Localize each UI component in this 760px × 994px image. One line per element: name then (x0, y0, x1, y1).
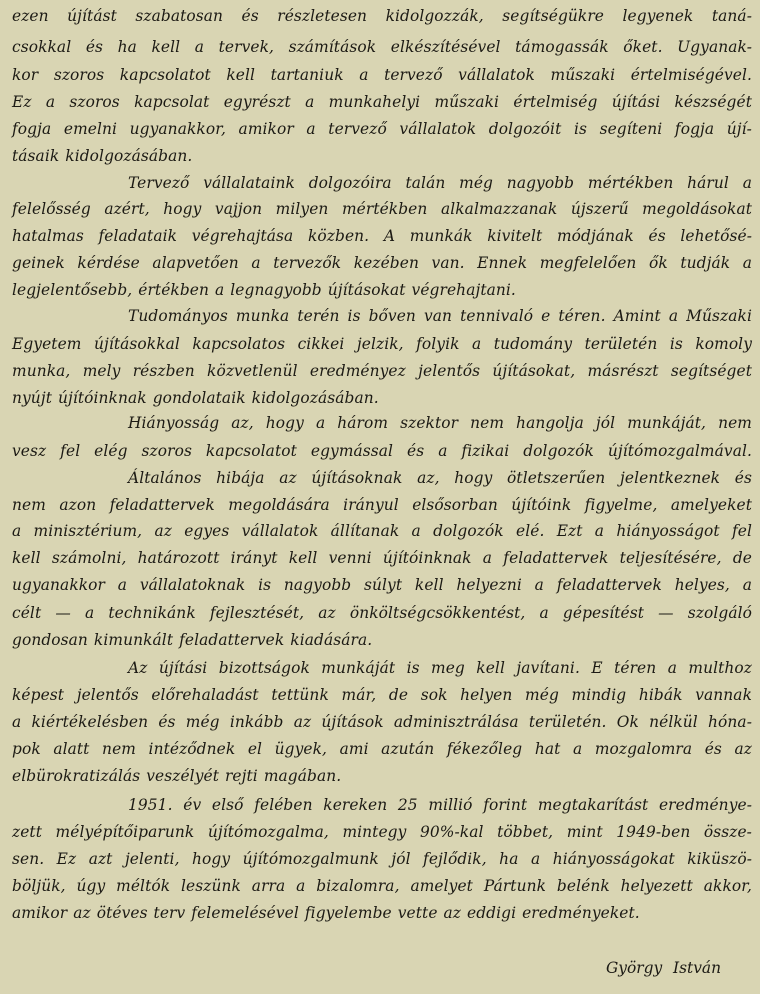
text-line: geinek kérdése alapvetően a tervezők kezében van. Ennek megfelelően ők tudják a (12, 254, 752, 272)
text-line: 1951. év első felében kereken 25 millió forint megtakarítást eredménye- (128, 796, 752, 814)
text-line: legjelentősebb, értékben a legnagyobb újításokat végrehajtani. (12, 281, 516, 299)
text-line: célt — a technikánk fejlesztését, az önköltségcsökkentést, a gépesítést — szolgáló (12, 604, 752, 622)
text-line: sen. Ez azt jelenti, hogy újítómozgalmunk jól fejlődik, ha a hiányosságokat kiküszö- (12, 850, 752, 868)
text-line: kell számolni, határozott irányt kell venni újítóinknak a feladattervek teljesítésére, de (12, 549, 752, 567)
text-line: Ez a szoros kapcsolat egyrészt a munkahelyi műszaki értelmiség újítási készségét (12, 93, 752, 111)
text-line: a kiértékelésben és még inkább az újítások adminisztrálása területén. Ok nélkül hóna- (12, 713, 752, 731)
text-line: Tudományos munka terén is bőven van tennivaló e téren. Amint a Műszaki (128, 307, 752, 325)
text-line: gondosan kimunkált feladattervek kiadására. (12, 631, 373, 649)
text-line: a minisztérium, az egyes vállalatok állítanak a dolgozók elé. Ezt a hiányosságot fel (12, 522, 752, 540)
text-line: Hiányosság az, hogy a három szektor nem hangolja jól munkáját, nem (128, 414, 752, 432)
text-line: csokkal és ha kell a tervek, számítások elkészítésével támogassák őket. Ugyanak- (12, 38, 752, 56)
text-line: kor szoros kapcsolatot kell tartaniuk a tervező vállalatok műszaki értelmiségével. (12, 66, 752, 84)
text-line: böljük, úgy méltók leszünk arra a bizalomra, amelyet Pártunk belénk helyezett akkor, (12, 877, 752, 895)
text-line: nyújt újítóinknak gondolataik kidolgozásában. (12, 389, 379, 407)
text-line: munka, mely részben közvetlenül eredményez jelentős újításokat, másrészt segítséget (12, 362, 752, 380)
text-line: felelősség azért, hogy vajjon milyen mértékben alkalmazzanak újszerű megoldásokat (12, 200, 752, 218)
text-line: zett mélyépítőiparunk újítómozgalma, mintegy 90%-kal többet, mint 1949-ben össze- (12, 823, 752, 841)
text-line: ugyanakkor a vállalatoknak is nagyobb súlyt kell helyezni a feladattervek helyes, a (12, 576, 752, 594)
text-line: nem azon feladattervek megoldására irányul elsősorban újítóink figyelme, amelyeket (12, 496, 752, 514)
text-line: amikor az ötéves terv felemelésével figyelembe vette az eddigi eredményeket. (12, 904, 640, 922)
text-line: Egyetem újításokkal kapcsolatos cikkei jelzik, folyik a tudomány területén is komoly (12, 335, 752, 353)
text-line: Általános hibája az újításoknak az, hogy ötletszerűen jelentkeznek és (128, 469, 752, 487)
author-signature: György István (606, 959, 721, 977)
text-line: fogja emelni ugyanakkor, amikor a tervező vállalatok dolgozóit is segíteni fogja újí- (12, 120, 752, 138)
text-line: hatalmas feladataik végrehajtása közben. A munkák kivitelt módjának és lehetősé- (12, 227, 752, 245)
text-line: pok alatt nem intéződnek el ügyek, ami azután fékezőleg hat a mozgalomra és az (12, 740, 752, 758)
text-line: tásaik kidolgozásában. (12, 147, 193, 165)
text-line: elbürokratizálás veszélyét rejti magában. (12, 767, 342, 785)
text-line: Az újítási bizottságok munkáját is meg kell javítani. E téren a multhoz (128, 659, 752, 677)
text-line: ezen újítást szabatosan és részletesen kidolgozzák, segítségükre legyenek taná- (12, 7, 752, 25)
text-line: Tervező vállalataink dolgozóira talán még nagyobb mértékben hárul a (128, 174, 752, 192)
text-line: képest jelentős előrehaladást tettünk már, de sok helyen még mindig hibák vannak (12, 686, 752, 704)
text-line: vesz fel elég szoros kapcsolatot egymással és a fizikai dolgozók újítómozgalmával. (12, 442, 752, 460)
